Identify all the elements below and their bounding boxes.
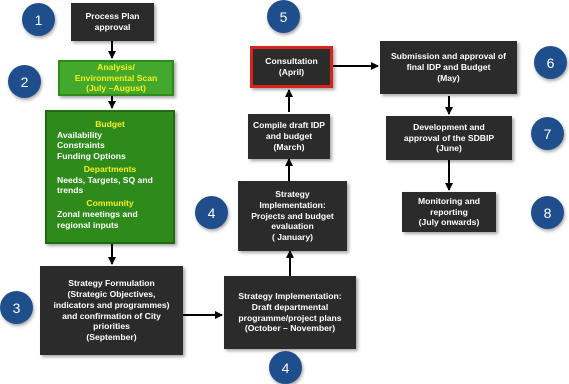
consultation-box: [250, 46, 333, 88]
box-line: (May): [437, 72, 460, 83]
step-marker-8: 8: [531, 196, 564, 229]
step-marker-4-upper: 4: [195, 196, 228, 229]
box-line: Funding Options: [57, 151, 126, 162]
box-line: Draft departmental: [251, 301, 329, 312]
step-marker-5: 5: [267, 0, 300, 33]
box-line: regional inputs: [57, 219, 119, 230]
box-line: and budget: [265, 131, 313, 142]
strategy-formulation-box: [40, 266, 183, 355]
box-line: evaluation: [271, 221, 314, 232]
box-line: approval of the SDBIP: [403, 132, 495, 143]
box-line: programme/project plans: [238, 312, 342, 323]
box-line: and confirmation of City: [62, 310, 161, 321]
sdbip-approval-box: [386, 116, 512, 160]
box-line: Compile draft IDP: [252, 120, 326, 131]
box-line: Zonal meetings and: [57, 208, 138, 219]
step-marker-2: 2: [8, 65, 41, 98]
box-line: Availability: [57, 129, 103, 140]
box-line: Strategy: [275, 189, 310, 200]
box-line: (September): [86, 331, 137, 342]
step-marker-1: 1: [22, 3, 55, 36]
box-line: priorities: [93, 321, 130, 332]
step-marker-6: 6: [534, 46, 567, 79]
box-line: (April): [278, 67, 305, 77]
strategy-implementation-draft-box: [224, 276, 356, 349]
box-line: Development and: [413, 121, 485, 132]
box-line: final IDP and Budget: [406, 62, 491, 73]
departments-heading: Departments: [83, 163, 137, 174]
budget-inputs-box: [45, 110, 175, 244]
box-line: (October – November): [244, 323, 336, 334]
box-line: ( January): [271, 232, 314, 243]
box-line: Process Plan: [85, 11, 140, 22]
box-line: (March): [273, 141, 305, 152]
box-line: Environmental Scan: [74, 72, 158, 83]
box-line: reporting: [430, 206, 468, 217]
box-line: Strategy Implementation:: [238, 291, 342, 302]
community-heading: Community: [86, 198, 134, 209]
box-line: Monitoring and: [417, 195, 481, 206]
box-line: Needs, Targets, SQ and: [57, 174, 153, 185]
step-marker-4-lower: 4: [269, 351, 302, 384]
step-marker-3: 3: [0, 291, 33, 324]
box-line: trends: [57, 185, 84, 196]
step-marker-7: 7: [531, 117, 564, 150]
box-line: (July onwards): [418, 217, 480, 228]
box-line: Projects and budget: [251, 210, 334, 221]
analysis-environmental-scan-box: [58, 60, 174, 96]
compile-draft-idp-box: [248, 114, 330, 159]
box-line: (July –August): [86, 83, 146, 94]
budget-heading: Budget: [95, 119, 125, 129]
box-line: indicators and programmes): [53, 299, 170, 310]
box-line: Analysis/: [97, 61, 135, 72]
box-line: Strategy Formulation: [68, 278, 155, 289]
strategy-implementation-evaluation-box: [238, 181, 347, 251]
box-line: Constraints: [57, 140, 105, 151]
box-line: Submission and approval of: [390, 51, 507, 62]
box-line: Implementation:: [259, 199, 326, 210]
box-line: Consultation: [265, 56, 318, 67]
submission-approval-box: [380, 41, 517, 94]
box-line: (June): [436, 143, 462, 154]
box-line: approval: [94, 22, 131, 32]
monitoring-reporting-box: [402, 192, 496, 232]
process-plan-approval-box: [71, 3, 154, 41]
box-line: (Strategic Objectives,: [67, 289, 156, 300]
